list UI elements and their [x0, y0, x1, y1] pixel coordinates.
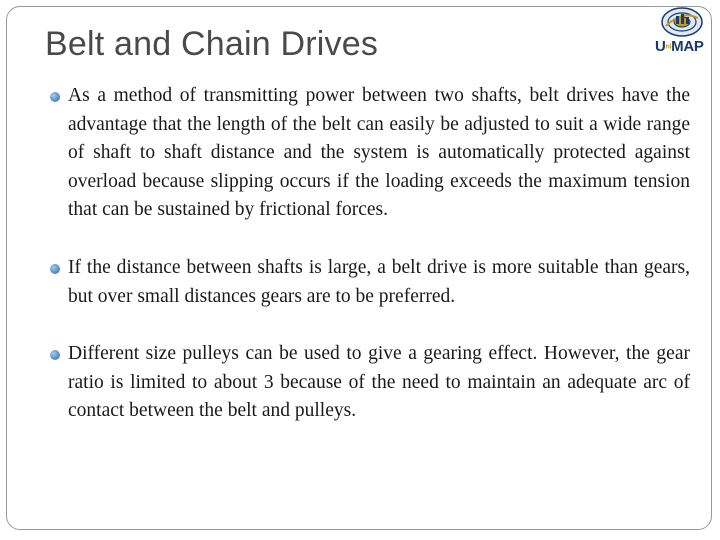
logo-wordmark: UniMAP: [655, 38, 704, 55]
slide-body: [48, 82, 690, 426]
slide-title: Belt and Chain Drives: [45, 25, 379, 63]
bullet-item: [48, 340, 690, 426]
bullet-dot-icon: [50, 92, 60, 102]
bullet-text: Different size pulleys can be used to give a gearing effect. However, the gear ratio is limited to about 3 because of the need to maintain an adequate arc of contact between the belt and pulleys.: [68, 343, 690, 422]
bullet-item: [48, 82, 690, 225]
bullet-dot-icon: [50, 350, 60, 360]
bullet-text: As a method of transmitting power between two shafts, belt drives have the advantage that the length of the belt can easily be adjusted to suit a wide range of shaft to shaft distance and the system is automatically protected against overload because slipping occurs if the loading exceeds the maximum tension that can be sustained by frictional forces.: [68, 85, 690, 221]
bullet-item: [48, 254, 690, 311]
bullet-text: If the distance between shafts is large, a belt drive is more suitable than gears, but over small distances gears are to be preferred.: [68, 256, 690, 307]
unimap-logo-icon: [652, 4, 714, 66]
bullet-dot-icon: [50, 264, 60, 274]
